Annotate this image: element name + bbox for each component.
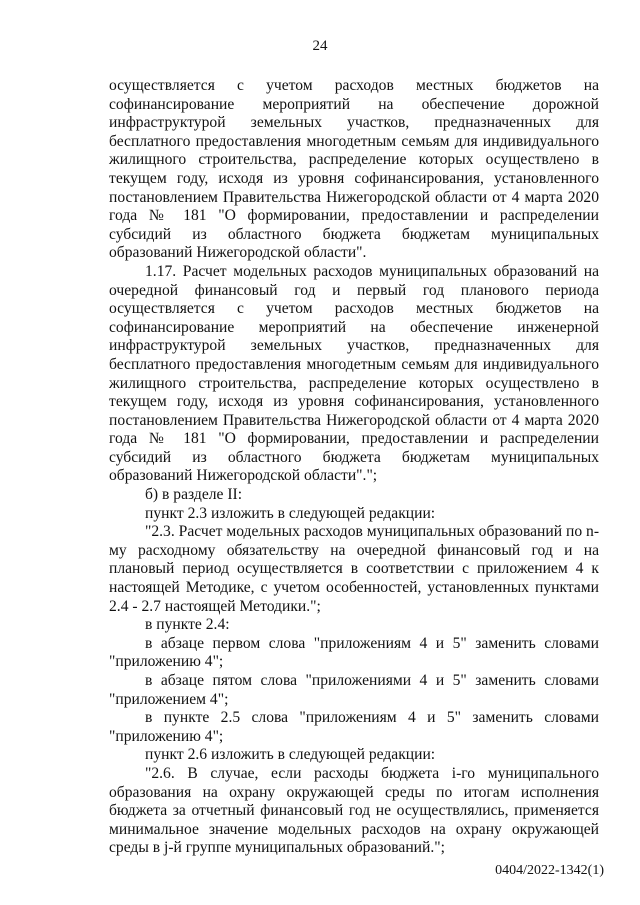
paragraph-point-2-6: "2.6. В случае, если расходы бюджета i-го муниципального образования на охрану окружающей среды по итогам исполнения бюджета за отчетный финансовый год не осуществлялись, применяется минимальное значение модельных расходов на охрану окружающей среды в j-й группе муниципальных образований."; [109,764,599,857]
paragraph-point-2-3-intro: пункт 2.3 изложить в следующей редакции: [145,504,436,522]
document-body [109,77,599,858]
paragraph-continuation: осуществляется с учетом расходов местных бюджетов на софинансирование мероприятий на обеспечение дорожной инфраструктурой земельных участков, предназначенных для бесплатного предоставления многодетным семьям для индивидуального жилищного строительства, распределение которых осуществлено в текущем году, исходя из уровня софинансирования, установленного постановлением Правительства Нижегородской области от 4 марта 2020 года № 181 "О формировании, предоставлении и распределении субсидий из областного бюджета бюджетам муниципальных образований Нижегородской области". [109,77,599,262]
paragraph-point-2-4-intro: в пункте 2.4: [145,616,230,634]
document-code: 0404/2022-1342(1) [495,863,604,878]
paragraph-point-2-5: в пункте 2.5 слова "приложениям 4 и 5" заменить словами "приложению 4"; [109,709,599,745]
paragraph-point-2-3: "2.3. Расчет модельных расходов муниципальных образований по n-му расходному обязательству на очередной финансовый год и на плановый период осуществляется в соответствии с приложением 4 к настоящей Методике, с учетом особенностей, установленных пунктами 2.4 - 2.7 настоящей Методики."; [109,523,600,615]
paragraph-point-2-6-intro: пункт 2.6 изложить в следующей редакции: [145,746,436,764]
paragraph-section-2: б) в разделе II: [145,486,243,504]
paragraph-fifth-abzac: в абзаце пятом слова "приложениями 4 и 5" заменить словами "приложением 4"; [109,672,599,708]
page-number: 24 [312,38,328,54]
paragraph-first-abzac: в абзаце первом слова "приложениям 4 и 5" заменить словами "приложению 4"; [109,634,599,671]
paragraph-1-17: 1.17. Расчет модельных расходов муниципальных образований на очередной финансовый год и первый год планового периода осуществляется с учетом расходов местных бюджетов на софинансирование мероприятий на обеспечение инженерной инфраструктурой земельных участков, предназначенных для бесплатного предоставления многодетным семьям для индивидуального жилищного строительства, распределение которых осуществлено в текущем году, исходя из уровня софинансирования, установленного постановлением Правительства Нижегородской области от 4 марта 2020 года № 181 "О формировании, предоставлении и распределении субсидий из областного бюджета бюджетам муниципальных образований Нижегородской области"."; [109,262,599,485]
